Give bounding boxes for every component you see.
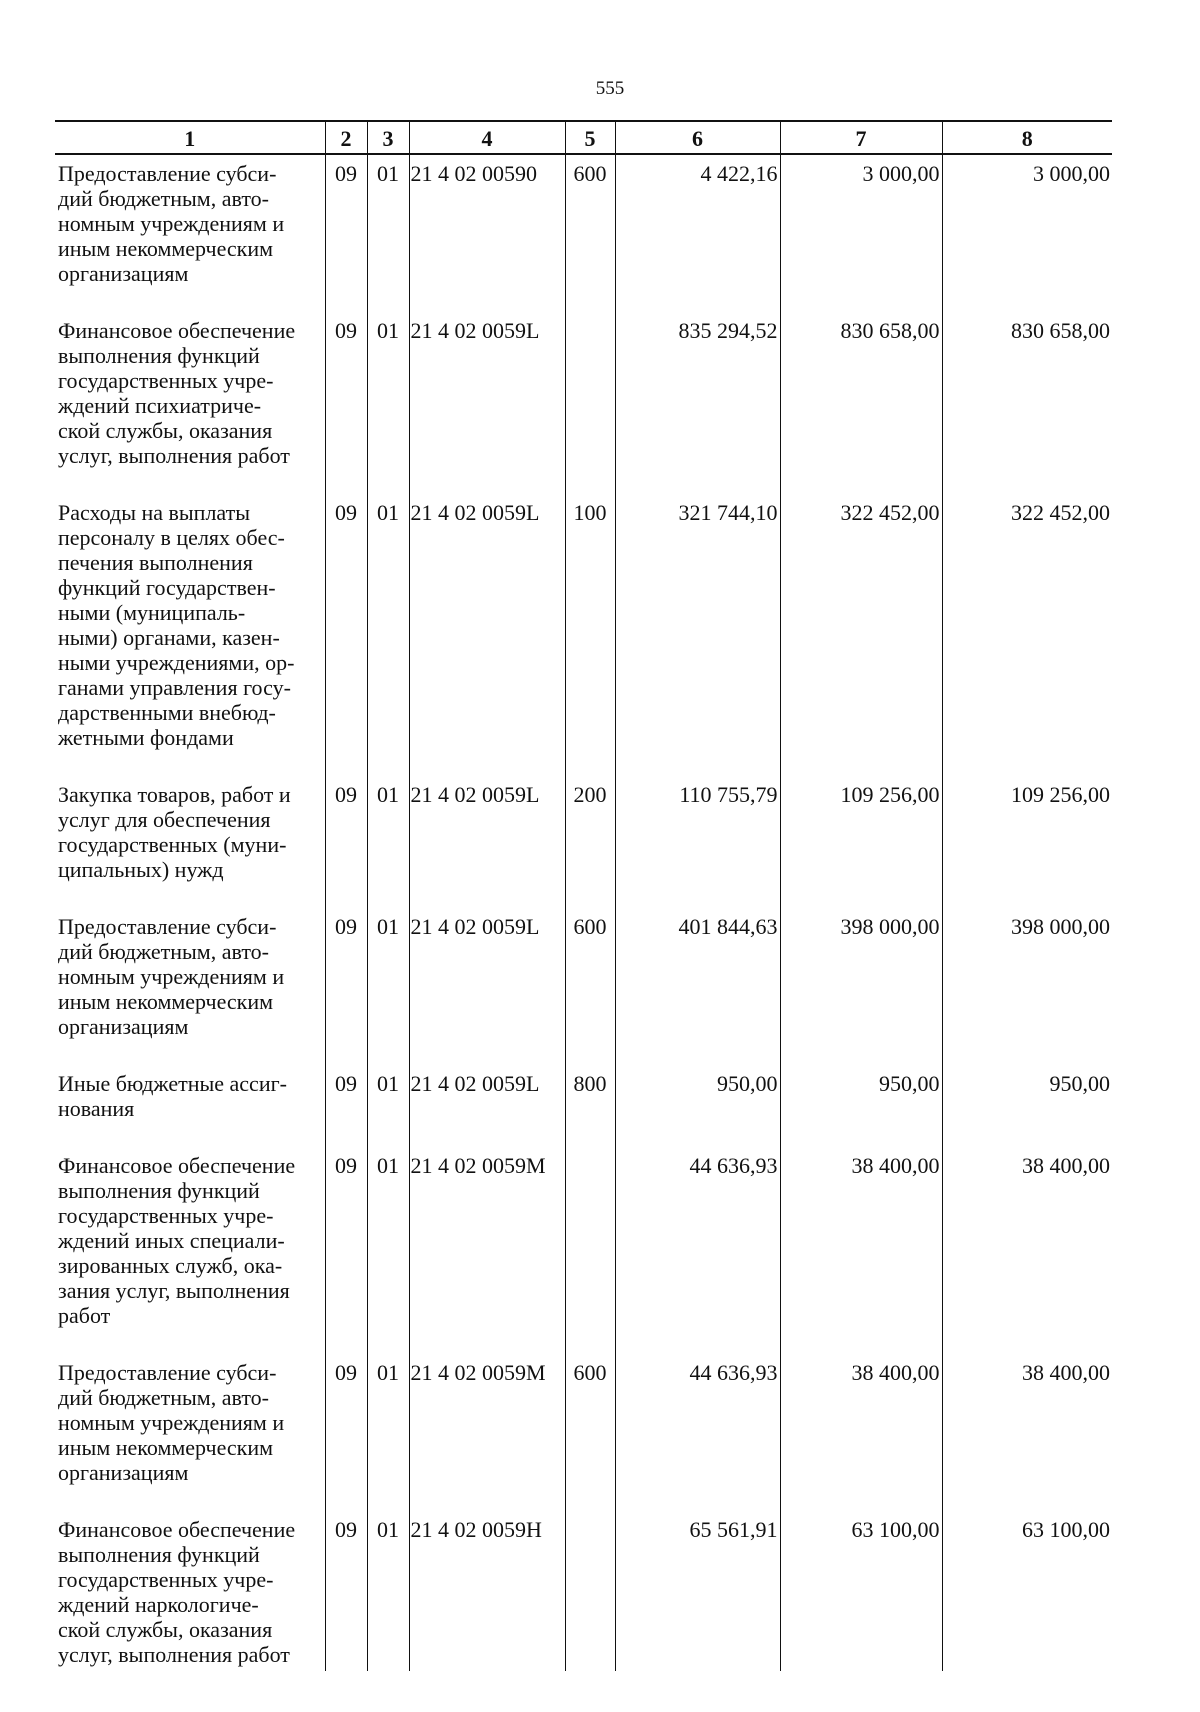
- section-code: 09: [325, 494, 367, 776]
- column-header-3: 3: [367, 121, 409, 154]
- amount-col-8: 830 658,00: [942, 312, 1112, 494]
- amount-col-6: 950,00: [615, 1065, 780, 1147]
- column-header-2: 2: [325, 121, 367, 154]
- amount-col-7: 38 400,00: [780, 1354, 942, 1511]
- column-header-5: 5: [565, 121, 615, 154]
- target-article-code: 21 4 02 0059M: [409, 1147, 565, 1354]
- section-code: 09: [325, 776, 367, 908]
- subsection-code: 01: [367, 776, 409, 908]
- expense-type-code: 600: [565, 908, 615, 1065]
- target-article-code: 21 4 02 00590: [409, 154, 565, 312]
- target-article-code: 21 4 02 0059M: [409, 1354, 565, 1511]
- expense-type-code: 600: [565, 154, 615, 312]
- table-row: [55, 776, 1112, 908]
- target-article-code: 21 4 02 0059L: [409, 494, 565, 776]
- amount-col-8: 950,00: [942, 1065, 1112, 1147]
- section-code: 09: [325, 1511, 367, 1671]
- target-article-code: 21 4 02 0059L: [409, 312, 565, 494]
- subsection-code: 01: [367, 1354, 409, 1511]
- expense-type-code: [565, 1511, 615, 1671]
- section-code: 09: [325, 908, 367, 1065]
- row-name: Иные бюджетные ассиг- нования: [58, 1071, 287, 1121]
- target-article-code: 21 4 02 0059H: [409, 1511, 565, 1671]
- expense-type-code: [565, 312, 615, 494]
- column-header-1: 1: [55, 121, 325, 154]
- amount-col-8: 63 100,00: [942, 1511, 1112, 1671]
- table-row: [55, 494, 1112, 776]
- column-header-4: 4: [409, 121, 565, 154]
- expense-type-code: 100: [565, 494, 615, 776]
- subsection-code: 01: [367, 154, 409, 312]
- row-name: Финансовое обеспечение выполнения функций государственных учре- ждений психиатриче- ской службы, оказания услуг, выполнения работ: [58, 318, 296, 468]
- table-row: [55, 1065, 1112, 1147]
- expense-type-code: 600: [565, 1354, 615, 1511]
- subsection-code: 01: [367, 1147, 409, 1354]
- amount-col-7: 63 100,00: [780, 1511, 942, 1671]
- amount-col-7: 38 400,00: [780, 1147, 942, 1354]
- header-row: [55, 121, 1112, 154]
- amount-col-8: 109 256,00: [942, 776, 1112, 908]
- table-row: [55, 1511, 1112, 1671]
- table-row: [55, 312, 1112, 494]
- amount-col-6: 835 294,52: [615, 312, 780, 494]
- amount-col-6: 4 422,16: [615, 154, 780, 312]
- expense-type-code: [565, 1147, 615, 1354]
- table-row: [55, 154, 1112, 312]
- section-code: 09: [325, 1354, 367, 1511]
- subsection-code: 01: [367, 1511, 409, 1671]
- page-number: 555: [595, 78, 625, 99]
- row-name: Финансовое обеспечение выполнения функций государственных учре- ждений иных специали- зированных служб, ока- зания услуг, выполнения работ: [58, 1153, 296, 1328]
- amount-col-6: 65 561,91: [615, 1511, 780, 1671]
- table-row: [55, 908, 1112, 1065]
- target-article-code: 21 4 02 0059L: [409, 1065, 565, 1147]
- amount-col-8: 38 400,00: [942, 1147, 1112, 1354]
- section-code: 09: [325, 312, 367, 494]
- section-code: 09: [325, 154, 367, 312]
- amount-col-6: 44 636,93: [615, 1354, 780, 1511]
- table-body: [55, 154, 1112, 1671]
- row-name: Расходы на выплаты персоналу в целях обес- печения выполнения функций государствен- ными (муниципаль- ными) органами, казен- ными учреждениями, ор- ганами управления госу- дарственными внебюд- жетными фондами: [58, 500, 295, 750]
- budget-table: [55, 120, 1112, 1671]
- column-header-8: 8: [942, 121, 1112, 154]
- amount-col-6: 401 844,63: [615, 908, 780, 1065]
- amount-col-8: 398 000,00: [942, 908, 1112, 1065]
- target-article-code: 21 4 02 0059L: [409, 776, 565, 908]
- amount-col-7: 3 000,00: [780, 154, 942, 312]
- amount-col-6: 321 744,10: [615, 494, 780, 776]
- column-header-6: 6: [615, 121, 780, 154]
- amount-col-6: 44 636,93: [615, 1147, 780, 1354]
- column-header-7: 7: [780, 121, 942, 154]
- amount-col-8: 322 452,00: [942, 494, 1112, 776]
- section-code: 09: [325, 1147, 367, 1354]
- amount-col-7: 830 658,00: [780, 312, 942, 494]
- subsection-code: 01: [367, 312, 409, 494]
- amount-col-8: 3 000,00: [942, 154, 1112, 312]
- expense-type-code: 800: [565, 1065, 615, 1147]
- row-name: Закупка товаров, работ и услуг для обеспечения государственных (муни- ципальных) нужд: [58, 782, 291, 882]
- row-name: Финансовое обеспечение выполнения функций государственных учре- ждений наркологиче- ской службы, оказания услуг, выполнения работ: [58, 1517, 296, 1667]
- row-name: Предоставление субси- дий бюджетным, авто- номным учреждениям и иным некоммерческим организациям: [58, 914, 285, 1039]
- amount-col-7: 322 452,00: [780, 494, 942, 776]
- row-name: Предоставление субси- дий бюджетным, авто- номным учреждениям и иным некоммерческим организациям: [58, 161, 285, 286]
- amount-col-6: 110 755,79: [615, 776, 780, 908]
- subsection-code: 01: [367, 908, 409, 1065]
- subsection-code: 01: [367, 1065, 409, 1147]
- subsection-code: 01: [367, 494, 409, 776]
- table-header: [55, 121, 1112, 154]
- amount-col-7: 398 000,00: [780, 908, 942, 1065]
- target-article-code: 21 4 02 0059L: [409, 908, 565, 1065]
- amount-col-8: 38 400,00: [942, 1354, 1112, 1511]
- row-name: Предоставление субси- дий бюджетным, авто- номным учреждениям и иным некоммерческим организациям: [58, 1360, 285, 1485]
- table-row: [55, 1147, 1112, 1354]
- table-row: [55, 1354, 1112, 1511]
- amount-col-7: 950,00: [780, 1065, 942, 1147]
- expense-type-code: 200: [565, 776, 615, 908]
- amount-col-7: 109 256,00: [780, 776, 942, 908]
- section-code: 09: [325, 1065, 367, 1147]
